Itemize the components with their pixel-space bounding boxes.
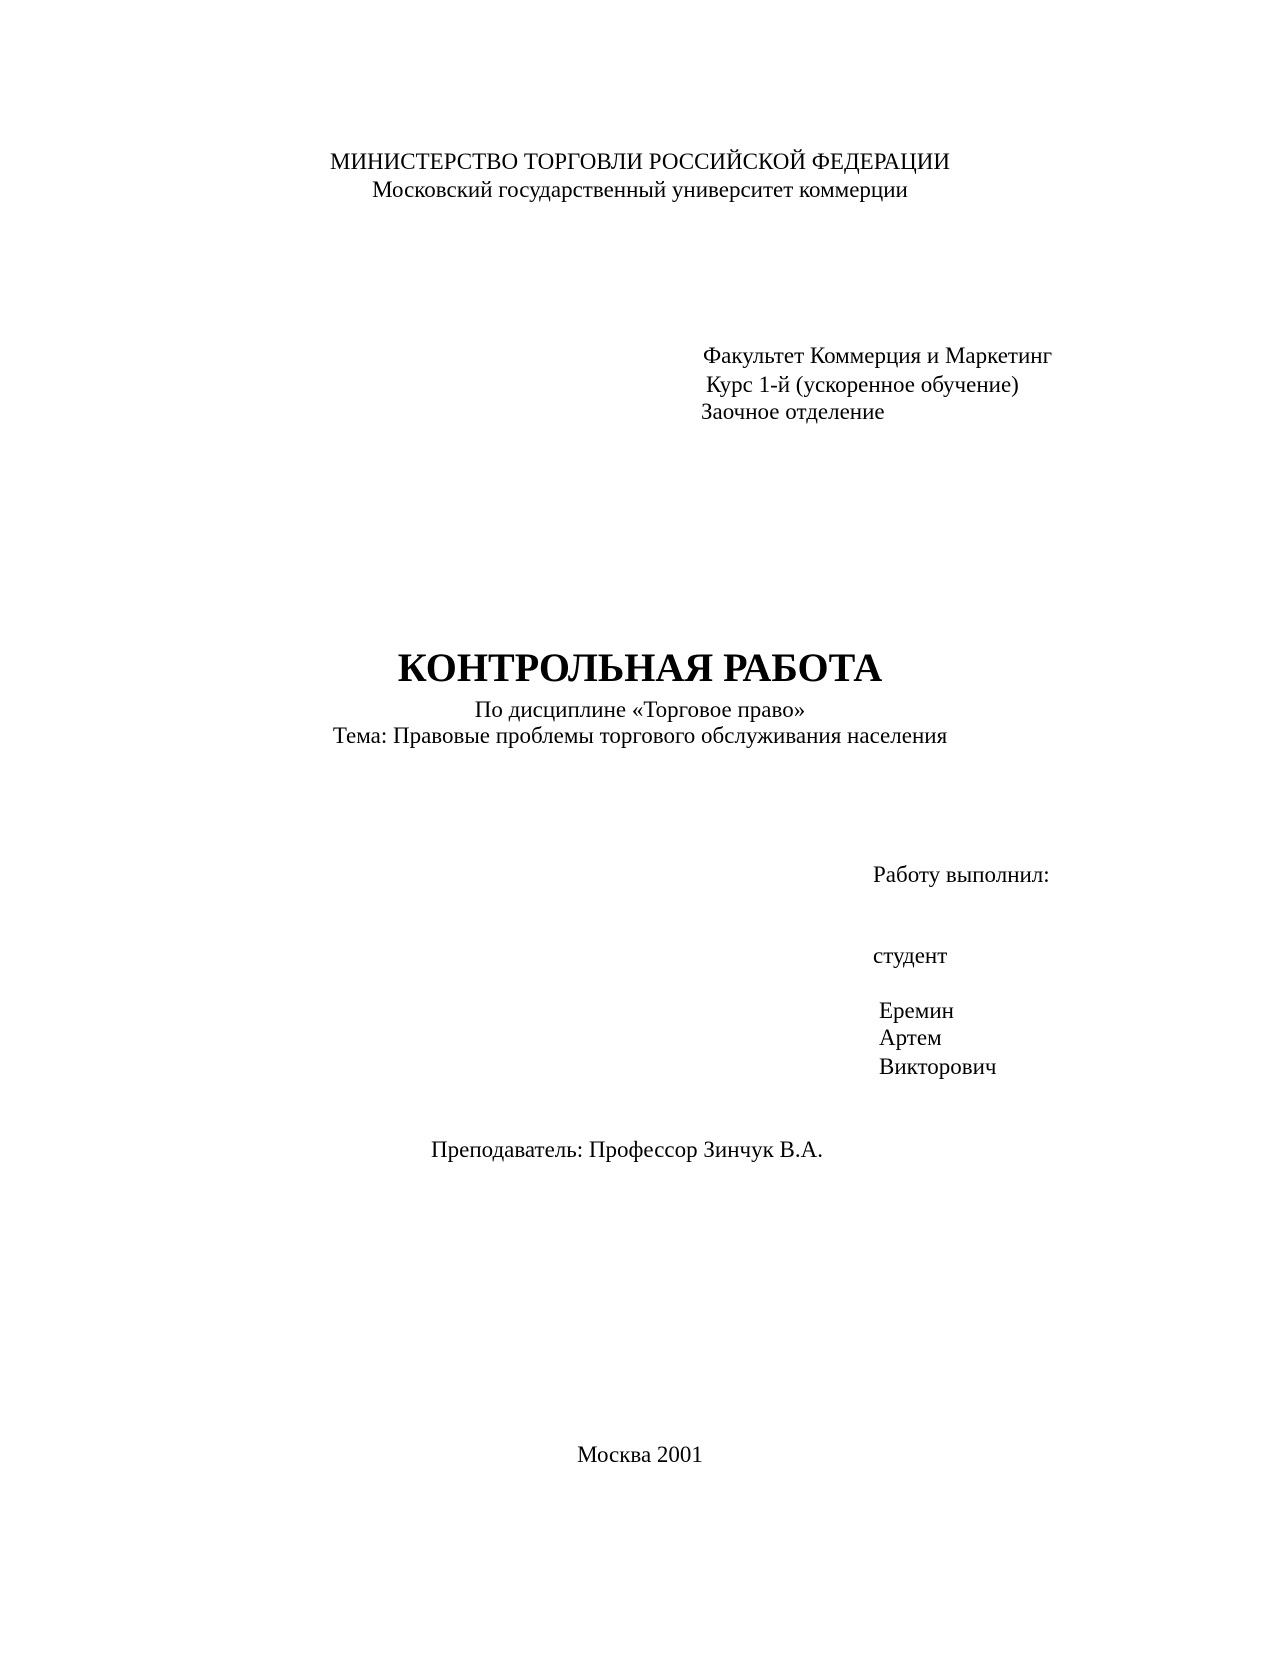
discipline-line: По дисциплине «Торговое право» [474, 697, 806, 722]
ministry-heading: МИНИСТЕРСТВО ТОРГОВЛИ РОССИЙСКОЙ ФЕДЕРАЦИИ [330, 149, 950, 174]
department-line: Заочное отделение [701, 399, 885, 424]
faculty-line: Факультет Коммерция и Маркетинг [703, 343, 1053, 368]
author-name: Артем [879, 1025, 942, 1050]
course-line: Курс 1-й (ускоренное обучение) [706, 372, 1019, 397]
author-role: студент [873, 943, 948, 968]
topic-line: Тема: Правовые проблемы торгового обслуживания населения [332, 723, 948, 748]
author-patronymic: Викторович [879, 1054, 997, 1079]
document-title: КОНТРОЛЬНАЯ РАБОТА [397, 645, 883, 690]
university-name: Московский государственный университет коммерции [372, 177, 908, 202]
author-surname: Еремин [879, 998, 954, 1023]
teacher-line: Преподаватель: Профессор Зинчук В.А. [431, 1137, 823, 1162]
author-label: Работу выполнил: [873, 862, 1050, 887]
city-year: Москва 2001 [577, 1442, 703, 1467]
